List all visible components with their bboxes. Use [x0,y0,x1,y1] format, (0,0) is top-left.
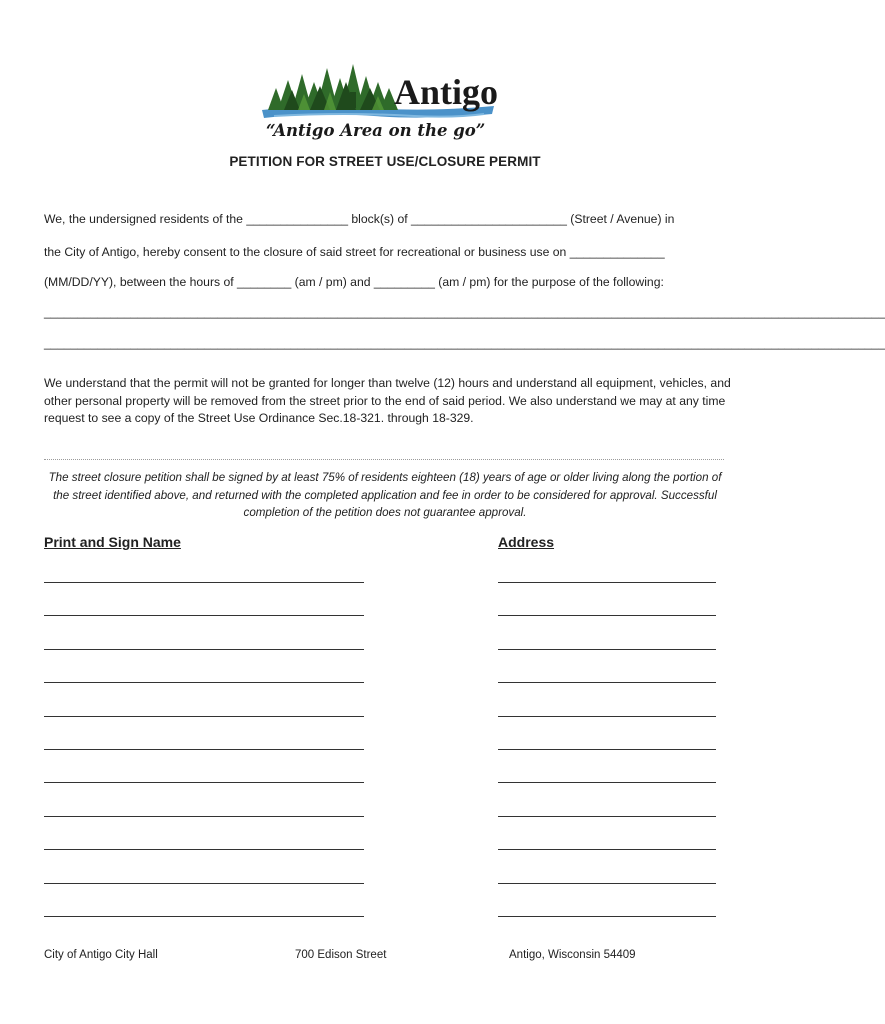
form-line-hours-purpose[interactable]: (MM/DD/YY), between the hours of ________ (am / pm) and _________ (am / pm) for the purpose of the following: [44,275,664,289]
address-line[interactable] [498,615,716,616]
logo-tagline: “Antigo Area on the go” [266,121,486,140]
tree-skyline-icon [254,52,524,144]
name-signature-line[interactable] [44,749,364,750]
name-signature-line[interactable] [44,682,364,683]
footer-city-hall: City of Antigo City Hall [44,949,158,961]
address-line[interactable] [498,716,716,717]
address-line[interactable] [498,649,716,650]
name-signature-line[interactable] [44,782,364,783]
address-line[interactable] [498,883,716,884]
address-column-header: Address [498,534,555,550]
purpose-blank-line-1[interactable]: ______________________________________________________________________________________________________________________________ [44,305,885,319]
address-line[interactable] [498,916,716,917]
footer-city-state-zip: Antigo, Wisconsin 54409 [509,949,636,961]
name-signature-line[interactable] [44,883,364,884]
name-signature-line[interactable] [44,649,364,650]
name-signature-line[interactable] [44,716,364,717]
address-line[interactable] [498,582,716,583]
notice-text: The street closure petition shall be signed by at least 75% of residents eighteen (18) years of age or older living along the portion of the street identified above, and returned with the completed application and fee in order to be considered for approval. Successful completion of the petition does not guarantee approval. [48,471,722,520]
name-signature-line[interactable] [44,615,364,616]
name-column-header: Print and Sign Name [44,534,181,550]
document-title: PETITION FOR STREET USE/CLOSURE PERMIT [229,154,541,169]
form-line-closure-date[interactable]: the City of Antigo, hereby consent to the closure of said street for recreational or business use on ______________ [44,245,665,259]
address-line[interactable] [498,682,716,683]
footer-street-address: 700 Edison Street [295,949,387,961]
name-signature-line[interactable] [44,816,364,817]
divider [44,459,724,460]
address-line[interactable] [498,816,716,817]
name-signature-line[interactable] [44,849,364,850]
form-line-residents[interactable]: We, the undersigned residents of the _______________ block(s) of _______________________ (Street / Avenue) in [44,212,675,226]
name-signature-line[interactable] [44,916,364,917]
name-signature-line[interactable] [44,582,364,583]
antigo-logo [254,52,524,144]
address-line[interactable] [498,782,716,783]
address-line[interactable] [498,749,716,750]
purpose-blank-line-2[interactable]: ______________________________________________________________________________________________________________________________ [44,336,885,350]
address-line[interactable] [498,849,716,850]
logo-wordmark: Antigo [394,72,499,112]
understanding-paragraph: We understand that the permit will not be granted for longer than twelve (12) hours and understand all equipment, vehicles, and other personal property will be removed from the street prior to the end of said period. We also understand we may at any time request to see a copy of the Street Use Ordinance Sec.18-321. through 18-329. [44,376,731,426]
